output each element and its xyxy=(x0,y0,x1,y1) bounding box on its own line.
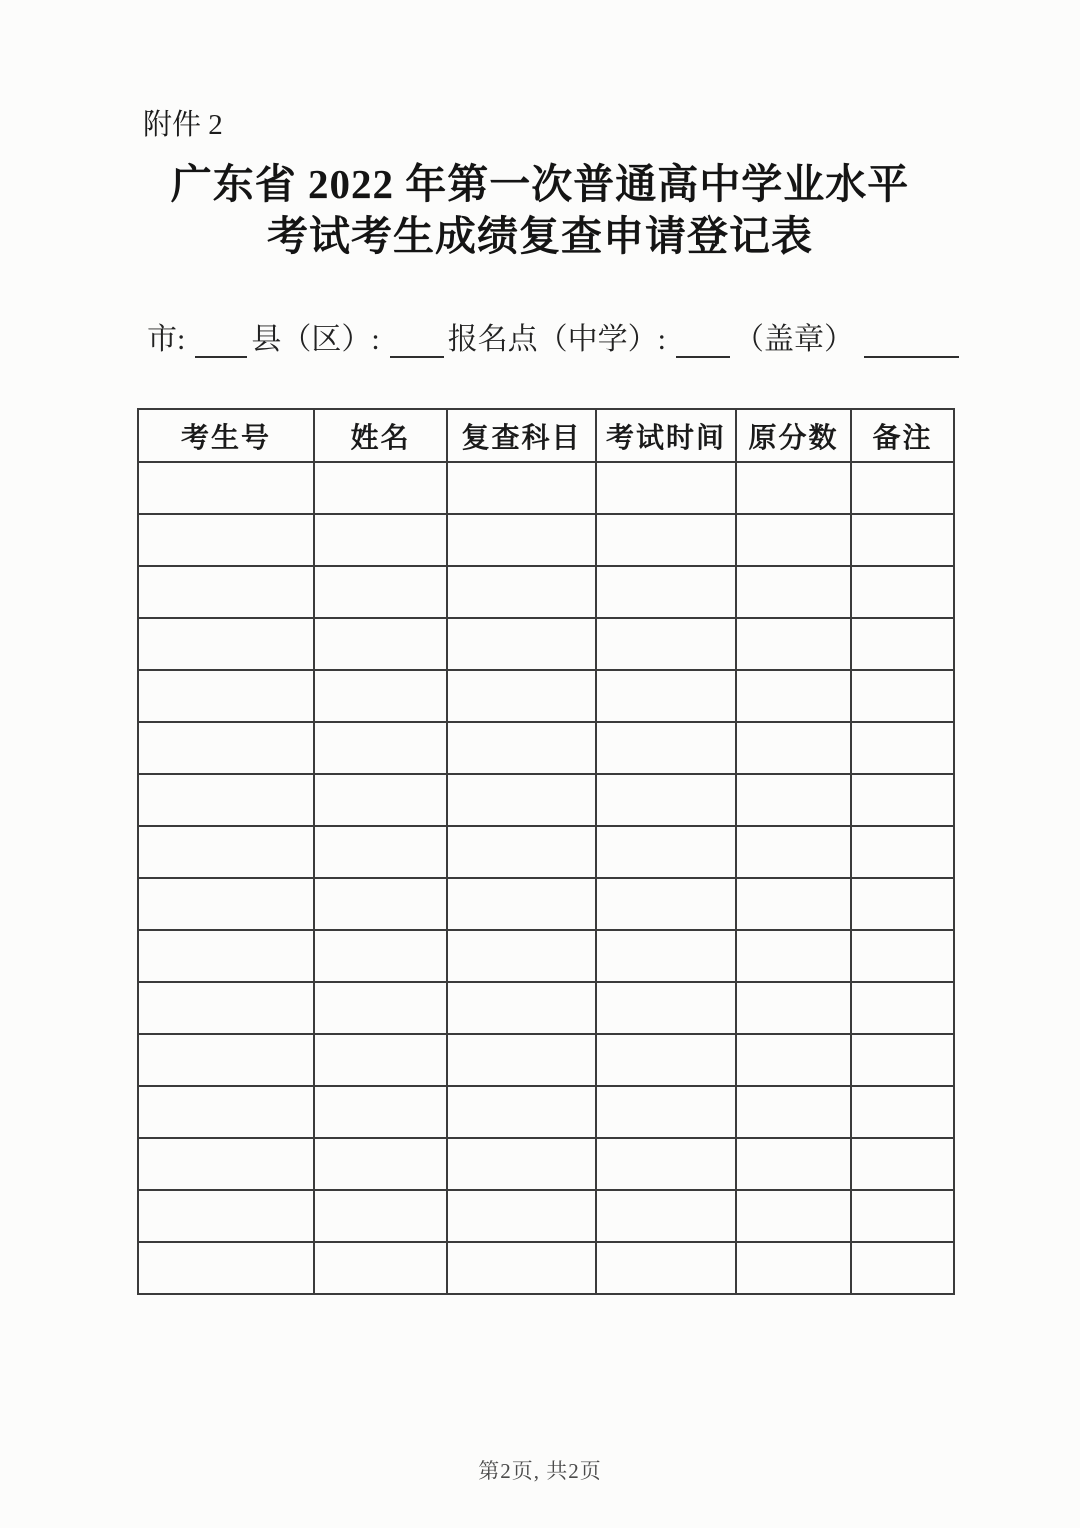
empty-cell xyxy=(447,462,596,514)
empty-cell xyxy=(314,722,447,774)
empty-cell xyxy=(851,878,954,930)
empty-cell xyxy=(314,930,447,982)
empty-cell xyxy=(596,1138,736,1190)
empty-cell xyxy=(447,1138,596,1190)
column-header-review-subject: 复查科目 xyxy=(447,409,596,462)
empty-cell xyxy=(138,462,314,514)
empty-cell xyxy=(596,1034,736,1086)
empty-cell xyxy=(138,1034,314,1086)
empty-cell xyxy=(138,670,314,722)
empty-cell xyxy=(851,514,954,566)
table-header-row xyxy=(138,409,954,462)
fill-in-blank xyxy=(676,322,730,358)
empty-cell xyxy=(447,566,596,618)
empty-cell xyxy=(851,1242,954,1294)
empty-cell xyxy=(314,774,447,826)
page-number-footer: 第2页, 共2页 xyxy=(478,1459,602,1483)
empty-cell xyxy=(447,722,596,774)
fill-in-blank xyxy=(390,322,444,358)
info-line-text: 县（区）: xyxy=(251,323,380,356)
empty-cell xyxy=(447,982,596,1034)
info-line-text: （盖章） xyxy=(734,323,855,356)
empty-cell xyxy=(596,618,736,670)
empty-cell xyxy=(314,982,447,1034)
empty-cell xyxy=(314,670,447,722)
empty-cell xyxy=(596,722,736,774)
empty-cell xyxy=(736,1242,851,1294)
empty-cell xyxy=(736,982,851,1034)
fill-in-blank xyxy=(864,322,959,358)
empty-cell xyxy=(851,1034,954,1086)
table-row xyxy=(138,618,954,670)
empty-cell xyxy=(138,930,314,982)
empty-cell xyxy=(736,1034,851,1086)
empty-cell xyxy=(447,670,596,722)
empty-cell xyxy=(736,722,851,774)
info-line-text: 市: xyxy=(147,323,186,356)
attachment-label: 附件 2 xyxy=(143,109,223,141)
empty-cell xyxy=(314,462,447,514)
empty-cell xyxy=(736,1086,851,1138)
empty-cell xyxy=(138,826,314,878)
empty-cell xyxy=(138,566,314,618)
table-row xyxy=(138,826,954,878)
info-line-text: 报名点（中学）: xyxy=(447,323,667,356)
column-header-original-score: 原分数 xyxy=(736,409,851,462)
empty-cell xyxy=(851,1086,954,1138)
empty-cell xyxy=(314,1086,447,1138)
empty-cell xyxy=(596,826,736,878)
empty-cell xyxy=(447,1242,596,1294)
document-title xyxy=(0,158,1080,262)
empty-cell xyxy=(851,774,954,826)
empty-cell xyxy=(851,618,954,670)
empty-cell xyxy=(138,618,314,670)
empty-cell xyxy=(736,878,851,930)
empty-cell xyxy=(447,878,596,930)
empty-cell xyxy=(314,826,447,878)
title-line-2: 考试考生成绩复查申请登记表 xyxy=(267,213,813,259)
empty-cell xyxy=(314,514,447,566)
empty-cell xyxy=(447,930,596,982)
empty-cell xyxy=(138,514,314,566)
empty-cell xyxy=(736,462,851,514)
empty-cell xyxy=(314,1242,447,1294)
empty-cell xyxy=(736,826,851,878)
table-row xyxy=(138,1086,954,1138)
empty-cell xyxy=(851,982,954,1034)
empty-cell xyxy=(138,1242,314,1294)
empty-cell xyxy=(736,566,851,618)
empty-cell xyxy=(736,930,851,982)
empty-cell xyxy=(596,1190,736,1242)
table-row xyxy=(138,1242,954,1294)
empty-cell xyxy=(736,1138,851,1190)
column-header-remarks: 备注 xyxy=(851,409,954,462)
table-row xyxy=(138,930,954,982)
empty-cell xyxy=(851,566,954,618)
empty-cell xyxy=(314,618,447,670)
empty-cell xyxy=(851,462,954,514)
empty-cell xyxy=(596,878,736,930)
column-header-candidate-number: 考生号 xyxy=(138,409,314,462)
empty-cell xyxy=(447,774,596,826)
table-row xyxy=(138,462,954,514)
fill-in-blank xyxy=(195,322,247,358)
empty-cell xyxy=(138,774,314,826)
table-row xyxy=(138,1190,954,1242)
column-header-name: 姓名 xyxy=(314,409,447,462)
empty-cell xyxy=(851,826,954,878)
table-row xyxy=(138,878,954,930)
empty-cell xyxy=(596,514,736,566)
empty-cell xyxy=(596,1242,736,1294)
empty-cell xyxy=(314,1138,447,1190)
empty-cell xyxy=(447,1034,596,1086)
table-row xyxy=(138,566,954,618)
empty-cell xyxy=(851,1190,954,1242)
table-row xyxy=(138,982,954,1034)
empty-cell xyxy=(736,514,851,566)
empty-cell xyxy=(596,1086,736,1138)
empty-cell xyxy=(314,878,447,930)
empty-cell xyxy=(736,670,851,722)
empty-cell xyxy=(596,774,736,826)
empty-cell xyxy=(447,618,596,670)
empty-cell xyxy=(596,670,736,722)
table-row xyxy=(138,774,954,826)
empty-cell xyxy=(736,774,851,826)
table-row xyxy=(138,514,954,566)
empty-cell xyxy=(447,1190,596,1242)
empty-cell xyxy=(138,982,314,1034)
empty-cell xyxy=(596,930,736,982)
empty-cell xyxy=(314,1034,447,1086)
empty-cell xyxy=(447,514,596,566)
score-review-table xyxy=(137,408,955,1295)
location-stamp-line xyxy=(147,320,947,360)
table-row xyxy=(138,722,954,774)
empty-cell xyxy=(851,722,954,774)
empty-cell xyxy=(314,566,447,618)
empty-cell xyxy=(138,878,314,930)
empty-cell xyxy=(138,1086,314,1138)
empty-cell xyxy=(736,618,851,670)
empty-cell xyxy=(314,1190,447,1242)
empty-cell xyxy=(138,1190,314,1242)
empty-cell xyxy=(138,1138,314,1190)
empty-cell xyxy=(851,670,954,722)
empty-cell xyxy=(596,462,736,514)
column-header-exam-time: 考试时间 xyxy=(596,409,736,462)
empty-cell xyxy=(138,722,314,774)
table-row xyxy=(138,1034,954,1086)
table-row xyxy=(138,670,954,722)
empty-cell xyxy=(851,1138,954,1190)
empty-cell xyxy=(447,1086,596,1138)
empty-cell xyxy=(851,930,954,982)
empty-cell xyxy=(596,982,736,1034)
empty-cell xyxy=(596,566,736,618)
table-row xyxy=(138,1138,954,1190)
empty-cell xyxy=(447,826,596,878)
empty-cell xyxy=(736,1190,851,1242)
title-line-1: 广东省 2022 年第一次普通高中学业水平 xyxy=(170,161,910,207)
